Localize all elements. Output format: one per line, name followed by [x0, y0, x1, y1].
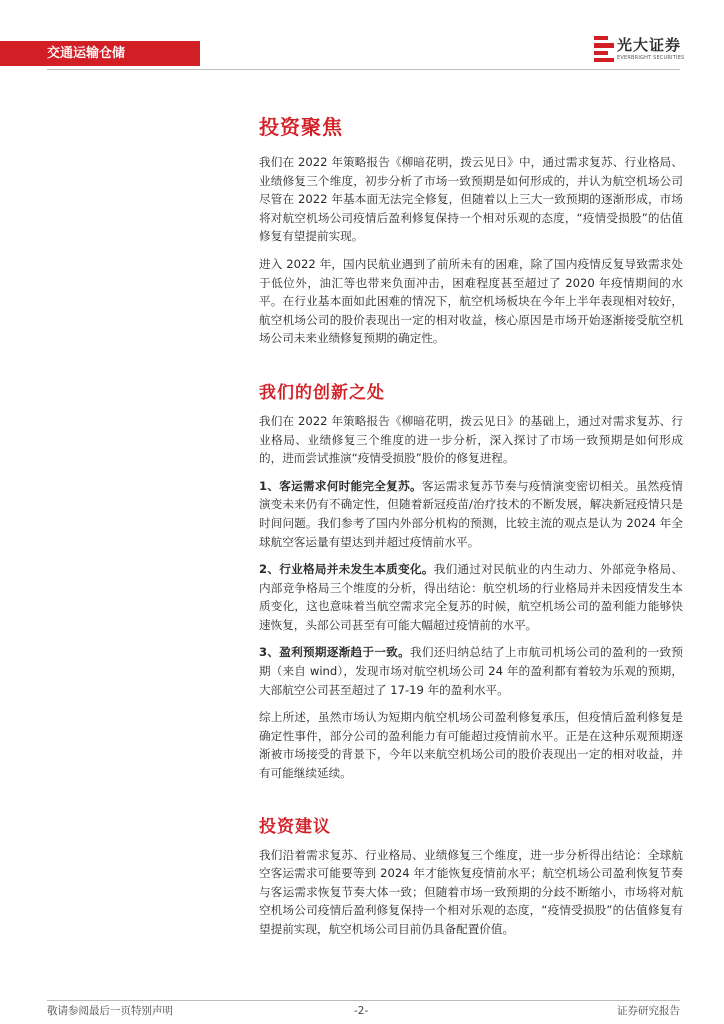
point-lead: 2、行业格局并未发生本质变化。	[259, 562, 434, 577]
point-lead: 1、客运需求何时能完全复苏。	[259, 478, 422, 493]
innovation-point-2	[259, 560, 683, 634]
header-divider	[47, 69, 680, 70]
point-text: 客运需求复苏节奏与疫情演变密切相关。虽然疫情演变未来仍有不确定性，但随着新冠疫苗/治疗技术的不断发展，解决新冠疫情只是时间问题。我们参考了国内外部分机构的预测，比较主流的观点是认为 2024 年全球航空客运量有望达到并超过疫情前水平。	[259, 478, 683, 549]
point-text: 我们还归纳总结了上市航司机场公司的盈利的一致预期（来自 wind），发现市场对航空机场公司 24 年的盈利都有着较为乐观的预期，大部航空公司甚至超过了 17-19 年的盈利水平。	[259, 645, 683, 697]
report-body	[259, 114, 683, 948]
focus-paragraph-2: 进入 2022 年，国内民航业遇到了前所未有的困难，除了国内疫情反复导致需求处于低位外，油汇等也带来负面冲击，困难程度甚至超过了 2020 年疫情期间的水平。在行业基本面如此困难的情况下，航空机场板块在今年上半年表现相对较好，航空机场公司的股价表现出一定的相对收益，核心原因是市场开始逐渐接受航空机场公司未来业绩修复预期的确定性。	[259, 256, 683, 346]
recommendation-paragraph: 我们沿着需求复苏、行业格局、业绩修复三个维度，进一步分析得出结论：全球航空客运需求可能要等到 2024 年才能恢复疫情前水平；航空机场公司盈利恢复节奏与客运需求恢复节奏大体一致；但随着市场一致预期的分歧不断缩小，市场将对航空机场公司疫情后盈利修复保持一个相对乐观的态度，“疫情受损股”的估值修复有望提前实现，航空机场公司目前仍具备配置价值。	[259, 847, 683, 936]
logo-english-name: EVERBRIGHT SECURITIES	[617, 55, 685, 61]
footer-divider	[47, 1000, 680, 1001]
section-title-focus: 投资聚焦	[259, 115, 343, 139]
header-category: 交通运输仓储	[47, 46, 126, 61]
everbright-logo-icon	[594, 36, 614, 62]
innovation-summary: 综上所述，虽然市场认为短期内航空机场公司盈利修复承压，但疫情后盈利修复是确定性事件，部分公司的盈利能力有可能超过疫情前水平。正是在这种乐观预期逐渐被市场接受的背景下，今年以来航空机场公司的股价表现出一定的相对收益，并有可能继续延续。	[259, 710, 683, 781]
point-text: 我们通过对民航业的内生动力、外部竞争格局、内部竞争格局三个维度的分析，得出结论：航空机场的行业格局并未因疫情发生本质变化，这也意味着当航空需求完全复苏的时候，航空机场公司的盈利能力能够快速恢复，头部公司甚至有可能大幅超过疫情前的水平。	[259, 562, 683, 632]
section-spacer	[259, 357, 683, 382]
point-lead: 3、盈利预期逐渐趋于一致。	[259, 645, 410, 660]
footer-disclaimer: 敬请参阅最后一页特别声明	[47, 1005, 173, 1017]
section-title-innovation: 我们的创新之处	[259, 382, 385, 403]
logo-chinese-name: 光大证券	[617, 36, 682, 54]
innovation-point-1	[259, 477, 683, 551]
section-spacer	[259, 792, 683, 816]
section-title-recommendation: 投资建议	[259, 816, 331, 837]
focus-paragraph-1: 我们在 2022 年策略报告《柳暗花明，拨云见日》中，通过需求复苏、行业格局、业绩修复三个维度，初步分析了市场一致预期是如何形成的，并认为航空机场公司尽管在 2022 年基本面无法完全修复，但随着以上三大一致预期的逐渐形成，市场将对航空机场公司疫情后盈利修复保持一个相对乐观的态度，“疫情受损股”的估值修复有望提前实现。	[259, 155, 683, 244]
footer-doc-type: 证券研究报告	[617, 1005, 680, 1017]
company-logo	[594, 34, 690, 68]
innovation-point-3	[259, 643, 683, 699]
innovation-intro: 我们在 2022 年策略报告《柳暗花明，拨云见日》的基础上，通过对需求复苏、行业格局、业绩修复三个维度的进一步分析，深入探讨了市场一致预期是如何形成的，进而尝试推演“疫情受损股”股价的修复进程。	[259, 413, 683, 466]
page-number: -2-	[354, 1005, 369, 1017]
